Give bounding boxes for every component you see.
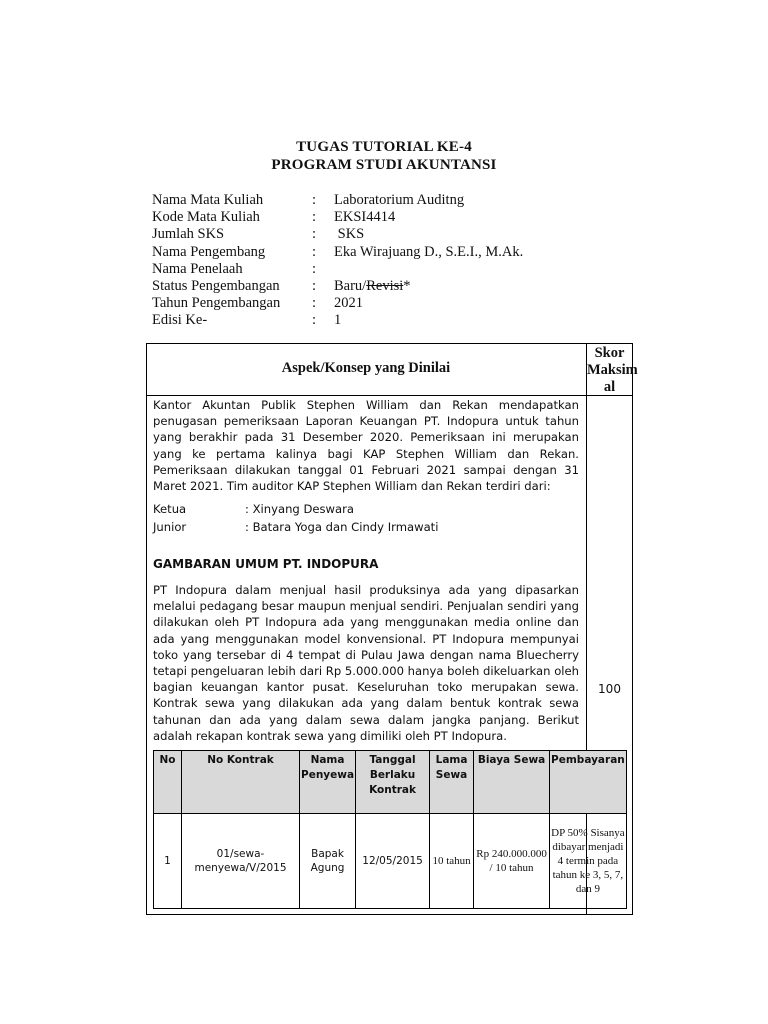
meta-separator: : — [312, 192, 317, 208]
team-role: Junior — [153, 520, 187, 534]
document-subtitle: PROGRAM STUDI AKUNTANSI — [271, 157, 497, 173]
meta-label: Edisi Ke- — [152, 312, 208, 329]
case-paragraph-overview: PT Indopura dalam menjual hasil produksinya ada yang dipasarkan melalui pedagang besar maupun menjual sendiri. Penjualan sendiri yang dilakukan oleh PT Indopura ada yang menggunakan media online dan ada yang menggunakan model konvensional. PT Indopura mempunyai toko yang tersebar di 4 tempat di Pulau Jawa dengan nama Bluecherry tetapi pengeluaran lebih dari Rp 5.000.000 hanya boleh dikeluarkan oleh bagian keuangan kantor pusat. Keseluruhan toko merupakan sewa. Kontrak sewa yang dilakukan ada yang dalam bentuk kontrak sewa tahunan dan ada yang dalam sewa dalam jangka panjang. Berikut adalah rekapan kontrak sewa yang dimiliki oleh PT Indopura. — [153, 583, 579, 743]
meta-label: Nama Pengembang — [152, 243, 266, 260]
column-header: Lama Sewa — [430, 751, 474, 814]
meta-separator: : — [312, 277, 317, 294]
meta-label: Tahun Pengembangan — [152, 295, 281, 312]
meta-separator: : — [312, 295, 317, 312]
column-header: No — [154, 751, 182, 814]
team-row-lead — [153, 502, 354, 516]
meta-separator: : — [312, 209, 317, 226]
cell-duration: 10 tahun — [430, 814, 474, 909]
cell-no: 1 — [154, 814, 182, 909]
header-divider — [146, 395, 632, 396]
column-header: Pembayaran — [550, 751, 627, 814]
table-row — [154, 814, 627, 909]
column-header: Nama Penyewa — [300, 751, 356, 814]
cell-contract-no: 01/sewa-menyewa/V/2015 — [182, 814, 300, 909]
cell-tenant: Bapak Agung — [300, 814, 356, 909]
meta-separator: : — [312, 312, 317, 329]
meta-row-status — [152, 278, 523, 295]
header-score-line: Skor — [594, 345, 625, 361]
header-score-line: Maksim — [587, 362, 638, 378]
meta-separator: : — [312, 243, 317, 260]
meta-value: SKS — [334, 226, 365, 243]
meta-label: Nama Penelaah — [152, 260, 243, 277]
meta-separator: : — [312, 226, 317, 243]
course-info — [152, 192, 523, 330]
column-header: Tanggal Berlaku Kontrak — [356, 751, 430, 814]
max-score-value: 100 — [598, 682, 621, 696]
meta-row-sks — [152, 226, 523, 243]
meta-row-course-code — [152, 209, 523, 226]
meta-separator: : — [312, 260, 317, 277]
status-revision-struck: Revisi — [366, 277, 404, 294]
cell-start-date: 12/05/2015 — [356, 814, 430, 909]
meta-label: Kode Mata Kuliah — [152, 209, 260, 226]
meta-label: Jumlah SKS — [152, 226, 225, 243]
column-header: No Kontrak — [182, 751, 300, 814]
cell-rent-cost: Rp 240.000.000 / 10 tahun — [474, 814, 550, 909]
cell-payment-terms: DP 50% Sisanya dibayar menjadi 4 termin pada tahun ke 3, 5, 7, dan 9 — [550, 814, 627, 909]
team-role: Ketua — [153, 502, 187, 516]
status-new: Baru/ — [334, 277, 367, 294]
meta-value: EKSI4414 — [334, 209, 396, 226]
header-score-line: al — [603, 379, 616, 395]
team-member: : Batara Yoga dan Cindy Irmawati — [245, 520, 439, 534]
meta-row-reviewer — [152, 261, 523, 278]
case-paragraph-intro: Kantor Akuntan Publik Stephen William dan Rekan mendapatkan penugasan pemeriksaan Laporan Keuangan PT. Indopura untuk tahun yang berakhir pada 31 Desember 2020. Pemeriksaan ini merupakan yang ke pertama kalinya bagi KAP Stephen William dan Rekan. Pemeriksaan dilakukan tanggal 01 Februari 2021 sampai dengan 31 Maret 2021. Tim auditor KAP Stephen William dan Rekan terdiri dari: — [153, 398, 579, 494]
section-heading: GAMBARAN UMUM PT. INDOPURA — [153, 557, 379, 571]
meta-value: Laboratorium Auditng — [334, 192, 465, 208]
meta-value — [334, 278, 411, 295]
meta-label: Nama Mata Kuliah — [152, 192, 264, 208]
meta-row-course-name — [152, 192, 523, 209]
column-header: Biaya Sewa — [474, 751, 550, 814]
meta-row-edition — [152, 312, 523, 329]
header-aspect: Aspek/Konsep yang Dinilai — [281, 360, 451, 376]
status-asterisk: * — [403, 277, 411, 294]
meta-value: Eka Wirajuang D., S.E.I., M.Ak. — [334, 243, 524, 260]
team-member: : Xinyang Deswara — [245, 502, 355, 516]
team-row-junior — [153, 520, 438, 534]
table-header-row — [154, 751, 627, 814]
lease-contract-table — [153, 750, 627, 909]
meta-label: Status Pengembangan — [152, 277, 280, 294]
header-max-score — [587, 345, 638, 396]
meta-value: 2021 — [334, 295, 363, 312]
document-title: TUGAS TUTORIAL KE-4 — [296, 139, 472, 155]
meta-value: 1 — [334, 312, 342, 329]
meta-row-developer — [152, 244, 523, 261]
meta-row-year — [152, 295, 523, 312]
